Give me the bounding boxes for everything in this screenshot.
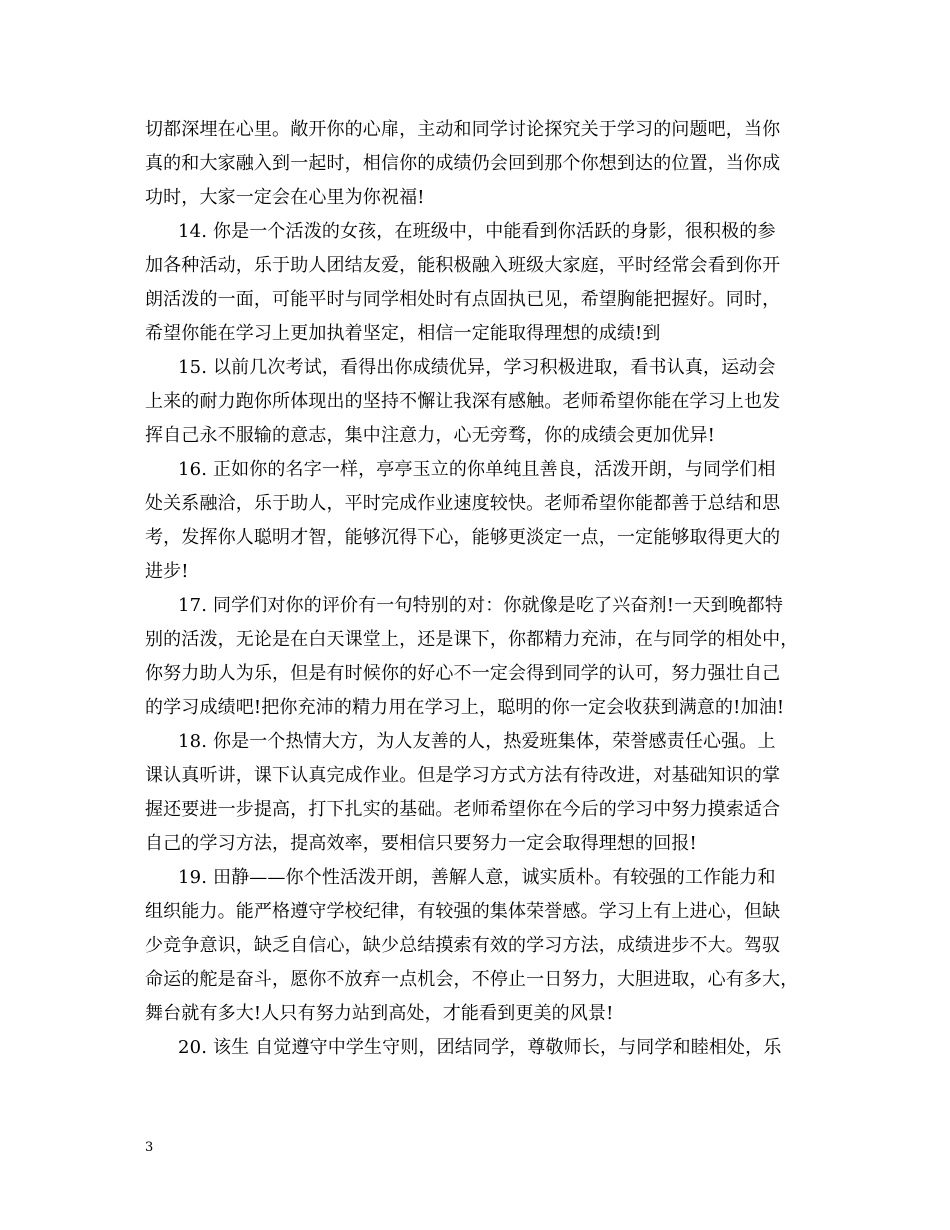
page-number: 3 (145, 1140, 154, 1155)
text-line: 希望你能在学习上更加执着坚定，相信一定能取得理想的成绩!到 (145, 323, 661, 344)
text-line: 16. 正如你的名字一样，亭亭玉立的你单纯且善良，活泼开朗，与同学们相 (178, 459, 776, 480)
text-line: 处关系融洽，乐于助人，平时完成作业速度较快。老师希望你能都善于总结和思 (145, 493, 781, 514)
text-line: 的学习成绩吧!把你充沛的精力用在学习上，聪明的你一定会收获到满意的!加油! (145, 697, 785, 718)
text-line: 15. 以前几次考试，看得出你成绩优异，学习积极进取，看书认真，运动会 (178, 357, 776, 378)
text-line: 命运的舵是奋斗，愿你不放弃一点机会，不停止一日努力，大胆进取，心有多大， (145, 969, 799, 990)
text-line: 挥自己永不服输的意志，集中注意力，心无旁骛，你的成绩会更加优异! (145, 425, 716, 446)
text-line: 14. 你是一个活泼的女孩，在班级中，中能看到你活跃的身影，很积极的参 (178, 221, 776, 242)
text-line: 19. 田静——你个性活泼开朗，善解人意，诚实质朴。有较强的工作能力和 (178, 867, 776, 888)
text-line: 少竞争意识，缺乏自信心，缺少总结摸索有效的学习方法，成绩进步不大。驾驭 (145, 935, 781, 956)
text-line: 握还要进一步提高，打下扎实的基础。老师希望你在今后的学习中努力摸索适合 (145, 799, 781, 820)
text-line: 功时，大家一定会在心里为你祝福! (145, 187, 425, 208)
text-line: 舞台就有多大!人只有努力站到高处，才能看到更美的风景! (145, 1003, 614, 1024)
text-line: 进步! (145, 561, 189, 582)
text-line: 考，发挥你人聪明才智，能够沉得下心，能够更淡定一点，一定能够取得更大的 (145, 527, 781, 548)
text-line: 朗活泼的一面，可能平时与同学相处时有点固执已见，希望胸能把握好。同时， (145, 289, 781, 310)
text-line: 组织能力。能严格遵守学校纪律，有较强的集体荣誉感。学习上有上进心，但缺 (145, 901, 781, 922)
text-line: 加各种活动，乐于助人团结友爱，能积极融入班级大家庭，平时经常会看到你开 (145, 255, 781, 276)
text-line: 自己的学习方法，提高效率，要相信只要努力一定会取得理想的回报! (145, 833, 697, 854)
text-line: 20. 该生 自觉遵守中学生守则，团结同学，尊敬师长，与同学和睦相处，乐 (178, 1037, 782, 1058)
text-line: 课认真听讲，课下认真完成作业。但是学习方式方法有待改进，对基础知识的掌 (145, 765, 781, 786)
text-line: 你努力助人为乐，但是有时候你的好心不一定会得到同学的认可，努力强壮自己 (145, 663, 781, 684)
text-line: 上来的耐力跑你所体现出的坚持不懈让我深有感触。老师希望你能在学习上也发 (145, 391, 781, 412)
text-line: 真的和大家融入到一起时，相信你的成绩仍会回到那个你想到达的位置，当你成 (145, 153, 781, 174)
text-line: 18. 你是一个热情大方，为人友善的人，热爱班集体，荣誉感责任心强。上 (178, 731, 776, 752)
text-line: 别的活泼，无论是在白天课堂上，还是课下，你都精力充沛，在与同学的相处中， (145, 629, 799, 650)
text-line: 17. 同学们对你的评价有一句特别的对：你就像是吃了兴奋剂!一天到晚都特 (178, 595, 783, 616)
text-line: 切都深埋在心里。敞开你的心扉，主动和同学讨论探究关于学习的问题吧，当你 (145, 119, 781, 140)
